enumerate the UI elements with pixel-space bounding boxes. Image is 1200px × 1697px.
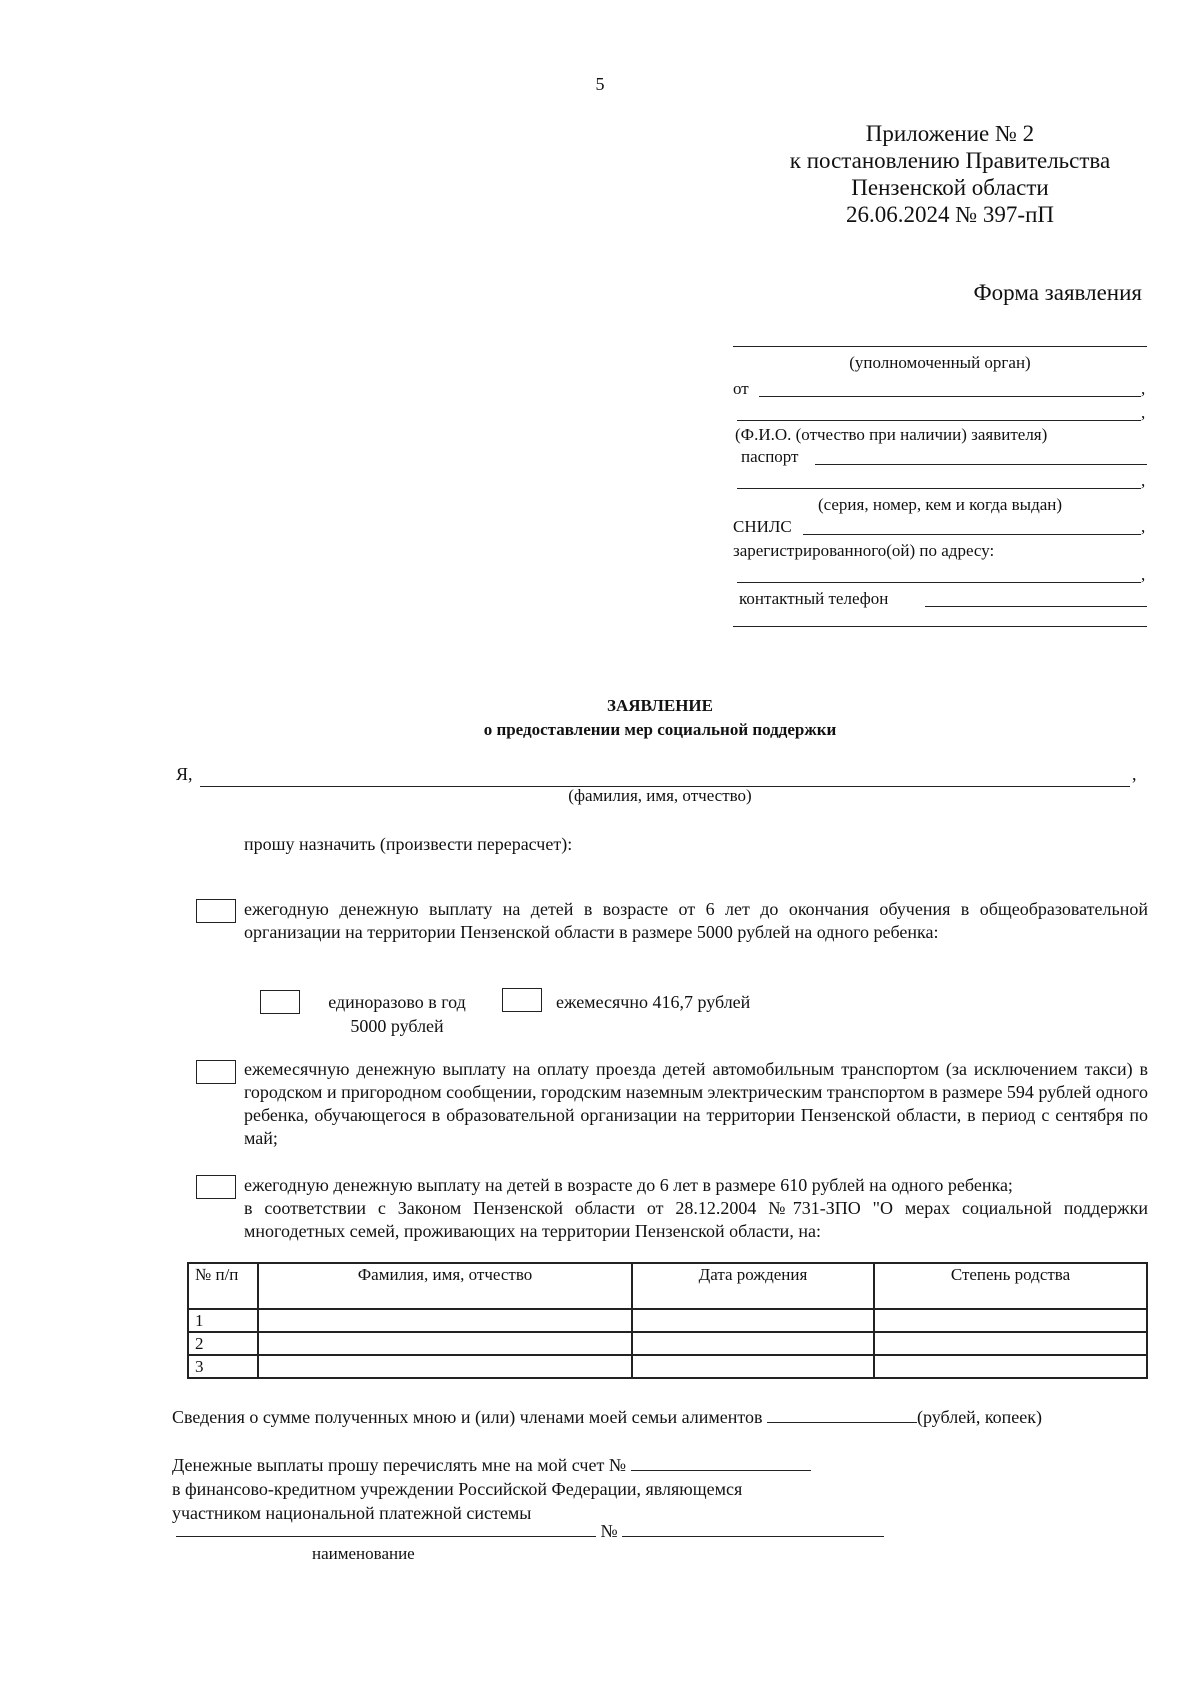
passport-caption: (серия, номер, кем и когда выдан) [817, 495, 1063, 514]
appendix-line-2: к постановлению Правительства [789, 148, 1111, 173]
title-line-2: о предоставлении мер социальной поддержки [483, 720, 837, 739]
birth-date-cell[interactable] [632, 1309, 874, 1332]
once-a-year-label [312, 990, 482, 1038]
row-number: 1 [188, 1309, 258, 1332]
transport-checkbox[interactable] [196, 1060, 236, 1084]
row-number: 2 [188, 1332, 258, 1355]
from-field[interactable] [759, 396, 1141, 397]
birth-date-cell[interactable] [632, 1355, 874, 1378]
full-name-cell[interactable] [258, 1355, 632, 1378]
relation-cell[interactable] [874, 1309, 1147, 1332]
appendix-line-4: 26.06.2024 № 397-пП [845, 202, 1055, 227]
payment-line-3: участником национальной платежной системы [172, 1503, 532, 1523]
registered-label: зарегистрированного(ой) по адресу: [733, 541, 995, 560]
full-name-cell[interactable] [258, 1309, 632, 1332]
address-field[interactable] [737, 582, 1141, 583]
bank-name-field[interactable] [176, 1520, 596, 1537]
addressee-block: (уполномоченный орган) от , , (Ф.И.О. (отчество при наличии) заявителя) паспорт , (серия, номер, кем и когда выдан) СНИЛС , зарегистрированного(ой) по адресу: , контактный телефон [733, 330, 1147, 630]
page-number: 5 [595, 74, 605, 94]
col-birth-date: Дата рождения [632, 1263, 874, 1309]
birth-date-cell[interactable] [632, 1332, 874, 1355]
once-a-year-line-1: единоразово в год [328, 992, 466, 1012]
appendix-block [760, 120, 1140, 228]
applicant-name-caption: (фамилия, имя, отчество) [568, 786, 752, 805]
alimony-unit: (рублей, копеек) [916, 1407, 1042, 1427]
payment-line-2: в финансово-кредитном учреждении Российской Федерации, являющемся [172, 1479, 743, 1499]
bank-number-field[interactable] [622, 1520, 884, 1537]
alimony-line [172, 1406, 1042, 1428]
authority-field[interactable] [733, 346, 1147, 347]
under-6-checkbox[interactable] [196, 1175, 236, 1199]
payment-line-1 [172, 1453, 811, 1477]
from-label: от [733, 379, 749, 398]
request-text: прошу назначить (произвести перерасчет): [244, 834, 573, 854]
phone-field[interactable] [925, 606, 1147, 607]
passport-field-2[interactable] [737, 488, 1141, 489]
annual-school-checkbox[interactable] [196, 899, 236, 923]
address-field-extra[interactable] [733, 626, 1147, 627]
col-relation: Степень родства [874, 1263, 1147, 1309]
relation-cell[interactable] [874, 1332, 1147, 1355]
alimony-amount-field[interactable] [767, 1406, 917, 1423]
under-6-option-text: ежегодную денежную выплату на детей в возрасте до 6 лет в размере 610 рублей на одного ребенка; [244, 1175, 1013, 1195]
snils-label: СНИЛС [733, 517, 792, 536]
row-number: 3 [188, 1355, 258, 1378]
monthly-label: ежемесячно 416,7 рублей [556, 992, 751, 1012]
relation-cell[interactable] [874, 1355, 1147, 1378]
once-a-year-line-2: 5000 рублей [350, 1016, 444, 1036]
table-row [188, 1355, 1147, 1378]
passport-label: паспорт [741, 447, 799, 466]
children-table-header [188, 1263, 1147, 1309]
col-number: № п/п [188, 1263, 258, 1309]
phone-label: контактный телефон [739, 589, 889, 608]
from-field-2[interactable] [737, 420, 1141, 421]
table-row [188, 1309, 1147, 1332]
payment-account-text: Денежные выплаты прошу перечислять мне на мой счет № [172, 1455, 626, 1475]
monthly-checkbox[interactable] [502, 988, 542, 1012]
authority-caption: (уполномоченный орган) [849, 353, 1031, 372]
children-table [187, 1262, 1148, 1379]
passport-field[interactable] [815, 464, 1147, 465]
account-number-field[interactable] [631, 1454, 811, 1471]
snils-field[interactable] [803, 534, 1141, 535]
alimony-text: Сведения о сумме полученных мною и (или) членами моей семьи алиментов [172, 1407, 763, 1427]
bank-line [176, 1520, 884, 1542]
applicant-caption: (Ф.И.О. (отчество при наличии) заявителя) [735, 425, 1048, 444]
form-label: Форма заявления [973, 280, 1142, 305]
transport-option-text: ежемесячную денежную выплату на оплату проезда детей автомобильным транспортом (за исключением такси) в городском и пригородном сообщении, городским наземным электрическим транспортом в размере 594 рублей одного ребенка, обучающегося в образовательной организации на территории Пензенской области, в период с сентября по май; [244, 1059, 1148, 1148]
once-a-year-checkbox[interactable] [260, 990, 300, 1014]
document-title [0, 694, 1200, 742]
appendix-line-3: Пензенской области [851, 175, 1049, 200]
full-name-cell[interactable] [258, 1332, 632, 1355]
applicant-prefix: Я, [176, 764, 193, 784]
appendix-line-1: Приложение № 2 [865, 121, 1035, 146]
table-row [188, 1332, 1147, 1355]
bank-number-sign: № [600, 1521, 618, 1541]
col-full-name: Фамилия, имя, отчество [258, 1263, 632, 1309]
law-reference-text: в соответствии с Законом Пензенской области от 28.12.2004 №731-ЗПО "О мерах социальной поддержки многодетных семей, проживающих на территории Пензенской области, на: [244, 1198, 1148, 1241]
bank-name-caption: наименование [312, 1544, 415, 1563]
title-line-1: ЗАЯВЛЕНИЕ [606, 696, 713, 715]
annual-school-option-text: ежегодную денежную выплату на детей в возрасте от 6 лет до окончания обучения в общеобразовательной организации на территории Пензенской области в размере 5000 рублей на одного ребенка: [244, 899, 1148, 942]
